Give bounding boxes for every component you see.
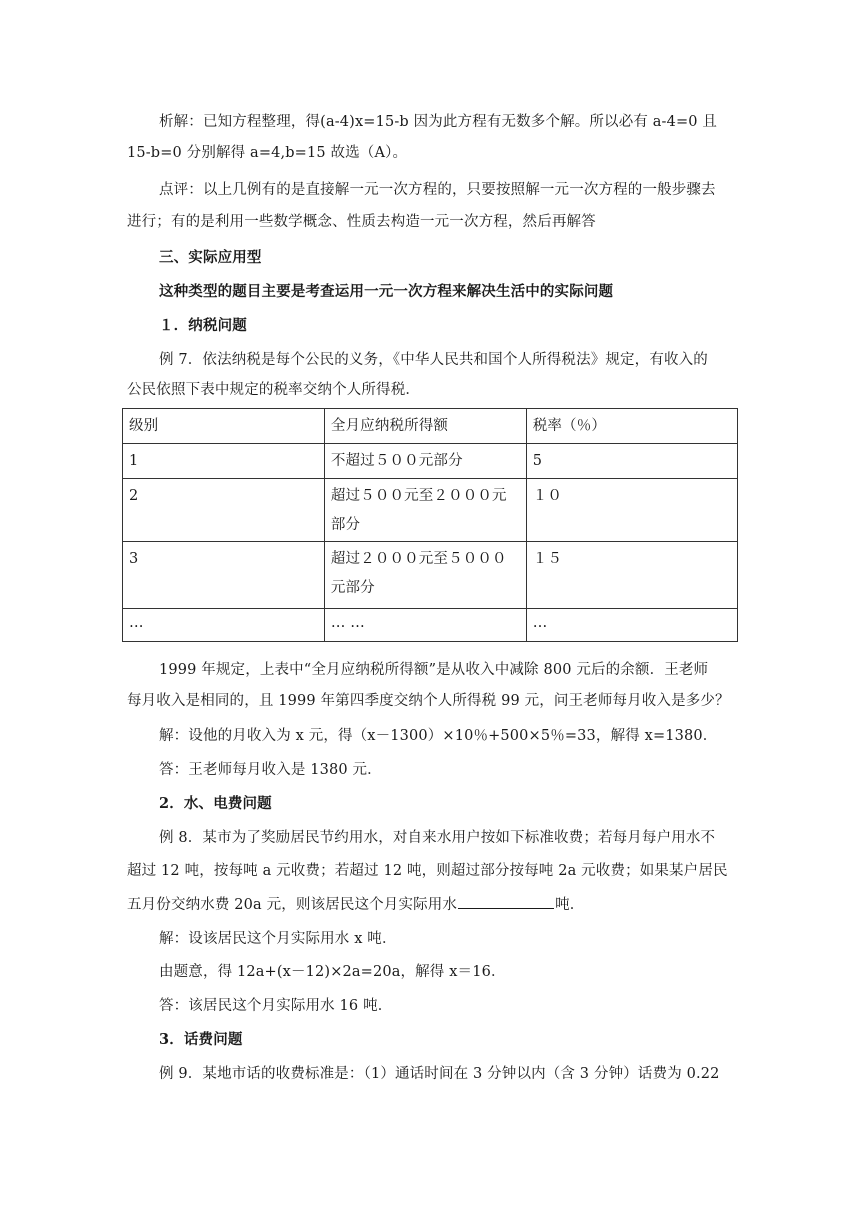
table-row xyxy=(123,542,738,609)
table-cell-rate: … xyxy=(526,609,737,642)
table-header-cell: 税率（％） xyxy=(526,409,737,444)
example-7-line-2: 公民依照下表中规定的税率交纳个人所得税． xyxy=(127,382,420,398)
example-8-solution-1: 解：设该居民这个月实际用水 x 吨． xyxy=(159,931,397,947)
tax-rate-table xyxy=(122,408,738,642)
example-7-line-1: 例 7．依法纳税是每个公民的义务，《中华人民共和国个人所得税法》规定，有收入的 xyxy=(159,352,708,368)
table-cell-level: 2 xyxy=(123,479,325,542)
table-cell-amount: 超过２０００元至５０００元部分 xyxy=(324,542,526,609)
example-8-line-2: 超过 12 吨，按每吨 a 元收费；若超过 12 吨，则超过部分按每吨 2a 元收费；如果某户居民 xyxy=(127,863,728,879)
table-header-cell: 全月应纳税所得额 xyxy=(324,409,526,444)
example-8-solution-2: 由题意，得 12a+(x－12)×2a=20a，解得 x＝16． xyxy=(159,964,506,980)
table-row xyxy=(123,609,738,642)
table-cell-level: 1 xyxy=(123,444,325,479)
subsection-3-heading: 3．话费问题 xyxy=(159,1031,243,1048)
table-cell-level: 3 xyxy=(123,542,325,609)
table-cell-rate: 5 xyxy=(526,444,737,479)
example-8-line-3-before: 五月份交纳水费 20a 元，则该居民这个月实际用水 xyxy=(127,897,458,913)
after-table-line-2: 每月收入是相同的，且 1999 年第四季度交纳个人所得税 99 元，问王老师每月收入是多少？ xyxy=(127,693,730,709)
table-row xyxy=(123,479,738,542)
analysis-line-2: 15-b=0 分别解得 a=4,b=15 故选（A）。 xyxy=(127,145,408,161)
after-table-line-1: 1999 年规定，上表中“全月应纳税所得额”是从收入中减除 800 元后的余额．王老师 xyxy=(159,662,709,678)
subsection-2-heading: 2．水、电费问题 xyxy=(159,795,272,812)
subsection-1-heading: １．纳税问题 xyxy=(159,317,247,334)
table-cell-rate: １０ xyxy=(526,479,737,542)
table-cell-amount: … … xyxy=(324,609,526,642)
example-7-solution: 解：设他的月收入为 x 元，得（x－1300）×10％+500×5％=33，解得 x=1380． xyxy=(159,728,718,744)
example-8-line-1: 例 8．某市为了奖励居民节约用水，对自来水用户按如下标准收费；若每月每户用水不 xyxy=(159,830,716,846)
section-3-heading: 三、实际应用型 xyxy=(159,249,262,266)
comment-line-1: 点评：以上几例有的是直接解一元一次方程的，只要按照解一元一次方程的一般步骤去 xyxy=(159,182,716,198)
table-header-row xyxy=(123,409,738,444)
example-8-line-3-after: 吨． xyxy=(555,897,585,913)
table-cell-amount: 不超过５００元部分 xyxy=(324,444,526,479)
table-cell-amount: 超过５００元至２０００元部分 xyxy=(324,479,526,542)
comment-line-2: 进行；有的是利用一些数学概念、性质去构造一元一次方程，然后再解答 xyxy=(127,214,596,230)
analysis-line-1: 析解：已知方程整理，得(a-4)x=15-b 因为此方程有无数多个解。所以必有 a-4=0 且 xyxy=(159,114,718,130)
example-9-line-1: 例 9．某地市话的收费标准是：（1）通话时间在 3 分钟以内（含 3 分钟）话费为 0.22 xyxy=(159,1066,720,1082)
example-8-answer: 答：该居民这个月实际用水 16 吨． xyxy=(159,998,393,1014)
table-header-cell: 级别 xyxy=(123,409,325,444)
example-7-answer: 答：王老师每月收入是 1380 元． xyxy=(159,762,382,778)
table-cell-rate: １５ xyxy=(526,542,737,609)
section-3-intro: 这种类型的题目主要是考查运用一元一次方程来解决生活中的实际问题 xyxy=(159,283,614,300)
table-cell-level: … xyxy=(123,609,325,642)
answer-blank xyxy=(458,894,554,909)
table-row xyxy=(123,444,738,479)
example-8-line-3 xyxy=(127,894,737,915)
